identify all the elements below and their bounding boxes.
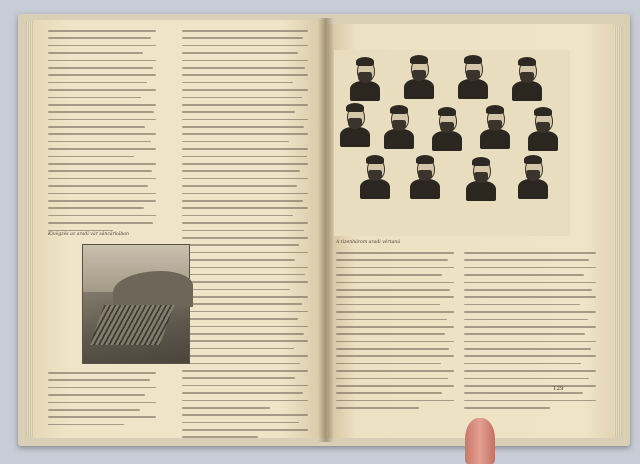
fingertip — [465, 418, 495, 464]
left-column-text — [48, 30, 156, 237]
portrait-3 — [456, 54, 490, 100]
right-column-text — [182, 30, 308, 438]
portrait-6 — [382, 104, 416, 150]
portrait-2 — [402, 54, 436, 100]
portrait-12 — [464, 156, 498, 202]
portrait-13 — [516, 154, 550, 200]
book-gutter-shadow — [318, 18, 334, 442]
right-page-left-column-text — [336, 252, 454, 415]
portrait-1 — [348, 56, 382, 102]
portrait-caption: A tizenhárom aradi vértanú — [336, 240, 401, 245]
martyrs-portrait-plate — [334, 50, 570, 236]
portrait-9 — [526, 106, 560, 152]
page-number: 129 — [553, 386, 564, 392]
left-page — [34, 20, 326, 438]
portrait-7 — [430, 106, 464, 152]
portrait-10 — [358, 154, 392, 200]
portrait-8 — [478, 104, 512, 150]
left-column-lower-text — [48, 372, 156, 431]
left-plate-caption: Kivégzés az aradi vár sáncárkában — [48, 232, 129, 237]
portrait-4 — [510, 56, 544, 102]
portrait-5 — [338, 102, 372, 148]
execution-engraving — [82, 244, 190, 364]
right-page-right-column-text — [464, 252, 596, 415]
portrait-11 — [408, 154, 442, 200]
